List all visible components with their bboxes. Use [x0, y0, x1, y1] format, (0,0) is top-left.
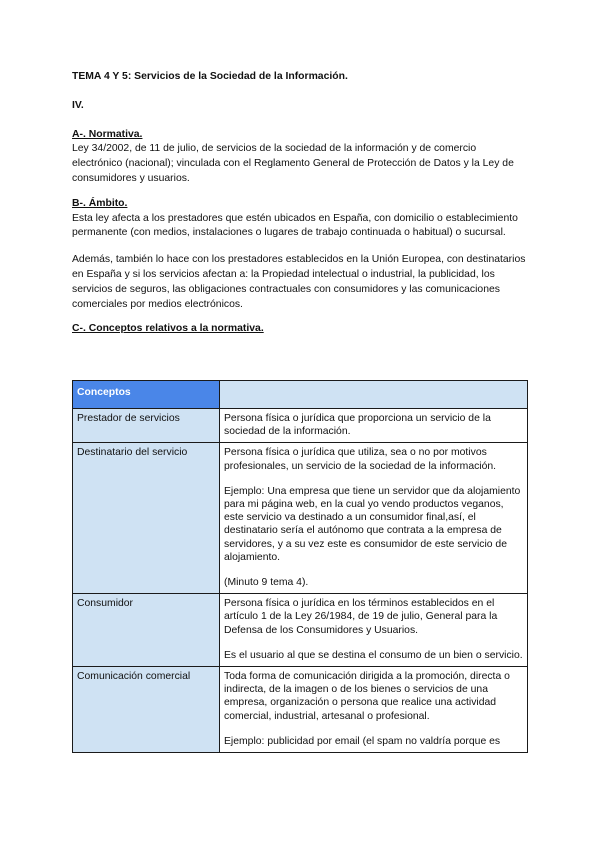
section-a-heading: A-. Normativa. — [72, 128, 143, 140]
table-header-row — [73, 381, 528, 409]
example-text: Ejemplo: Una empresa que tiene un servidor que da alojamiento para mi página web, en la cual yo vendo productos veganos, este servicio va destinado a un consumidor final,así, el destinatario sería el autónomo que contrata a la empresa de servidores, y a su vez este es consumidor de este servicio de alojamiento. — [224, 485, 521, 563]
term-cell: Comunicación comercial — [73, 667, 220, 753]
table-row — [73, 594, 528, 667]
section-b-heading: B-. Ámbito. — [72, 197, 128, 209]
document-page — [72, 70, 528, 337]
term-cell: Consumidor — [73, 594, 220, 667]
definition-cell — [220, 443, 528, 594]
definition-text: Toda forma de comunicación dirigida a la promoción, directa o indirecta, de la imagen o de los bienes o servicios de una empresa, organización o persona que realice una actividad comercial, industrial, artesanal o profesional. — [224, 671, 510, 722]
term-cell: Destinatario del servicio — [73, 443, 220, 594]
example-text: Ejemplo: publicidad por email (el spam no valdría porque es — [224, 735, 501, 747]
definition-text: Persona física o jurídica que utiliza, sea o no por motivos profesionales, un servicio de la sociedad de la información. — [224, 447, 497, 472]
definition-cell — [220, 409, 528, 443]
reference-text: (Minuto 9 tema 4). — [224, 577, 309, 589]
concepts-table — [72, 380, 528, 753]
section-c-heading: C-. Conceptos relativos a la normativa. — [72, 323, 264, 335]
table-row — [73, 443, 528, 594]
document-title: TEMA 4 Y 5: Servicios de la Sociedad de la Información. — [72, 71, 348, 82]
definition-text: Persona física o jurídica que proporciona un servicio de la sociedad de la información. — [224, 413, 491, 438]
section-b-text-1: Esta ley afecta a los prestadores que estén ubicados en España, con domicilio o establecimiento permanente (con medios, instalaciones o lugares de trabajo continuada o habitual) o sucursal. — [72, 212, 518, 239]
table-header-concepts: Conceptos — [73, 381, 220, 409]
section-b-text-2: Además, también lo hace con los prestadores establecidos en la Unión Europea, con destinatarios en España y si los servicios afectan a: la Propiedad intelectual o industrial, la publicidad, los servicios de seguros, las obligaciones contractuales con consumidores y las comunicaciones comerciales por medios electrónicos. — [72, 254, 526, 310]
section-number: IV. — [72, 99, 84, 111]
table-row — [73, 667, 528, 753]
definition-cell — [220, 594, 528, 667]
definition-text: Persona física o jurídica en los términos establecidos en el artículo 1 de la Ley 26/1984, de 19 de julio, General para la Defensa de los Consumidores y Usuarios. — [224, 598, 498, 636]
example-text: Es el usuario al que se destina el consumo de un bien o servicio. — [224, 649, 523, 661]
term-cell: Prestador de servicios — [73, 409, 220, 443]
table-row — [73, 409, 528, 443]
definition-cell — [220, 667, 528, 753]
section-a-text: Ley 34/2002, de 11 de julio, de servicios de la sociedad de la información y de comercio electrónico (nacional); vinculada con el Reglamento General de Protección de Datos y la Ley de consumidores y usuarios. — [72, 143, 514, 184]
table-header-blank — [220, 381, 528, 409]
